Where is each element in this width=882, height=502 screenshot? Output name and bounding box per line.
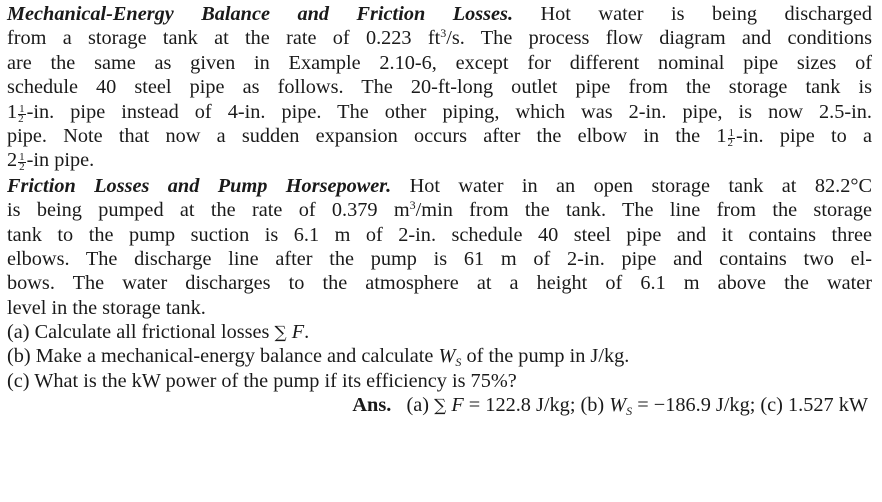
problem-2-line-4: elbows. The discharge line after the pump is 61 m of 2-in. pipe and contains two el- — [7, 247, 872, 270]
mixed-number-whole: 2 — [7, 149, 18, 172]
problem-1-line-7 — [7, 148, 872, 172]
question-a — [7, 320, 872, 344]
problem-1-text: /s. The process flow diagram and conditions — [446, 27, 873, 50]
summation-symbol: ∑ — [434, 396, 447, 417]
fraction-denominator: 2 — [19, 161, 25, 174]
problem-2-line-5: bows. The water discharges to the atmosphere at a height of 6.1 m above the water — [7, 272, 872, 295]
problem-1-line-6 — [7, 124, 872, 148]
problem-2-text: is being pumped at the rate of 0.379 m — [7, 199, 410, 222]
period: . — [304, 321, 310, 344]
superscript: 3 — [440, 26, 447, 41]
variable-f: F — [291, 321, 305, 344]
answer-line — [7, 393, 872, 417]
summation-symbol: ∑ — [274, 323, 287, 344]
question-b — [7, 344, 872, 368]
question-b-label: (b) — [7, 345, 31, 368]
answer-a-label: (a) — [406, 394, 430, 417]
answer-b-value: = −186.9 J/kg; — [637, 394, 756, 417]
problem-1-text: Hot water is being discharged — [540, 3, 872, 25]
variable-w: W — [609, 394, 627, 417]
question-c-text: What is the kW power of the pump if its efficiency is 75%? — [34, 369, 517, 392]
mixed-number-whole: 1 — [7, 100, 18, 123]
problem-2-line-1 — [7, 174, 872, 198]
superscript: 3 — [409, 198, 416, 213]
problem-1-text: from a storage tank at the rate of 0.223 ft — [7, 27, 441, 50]
fraction-half — [727, 126, 736, 149]
problem-2-text: /min from the tank. The line from the storage — [415, 199, 872, 222]
problem-1-title: Mechanical-Energy Balance and Friction Losses. — [7, 3, 514, 25]
problem-1-text: -in. pipe instead of 4-in. pipe. The other piping, which was 2-in. pipe, is now 2.5-in. — [26, 100, 872, 123]
question-b-text: Make a mechanical-energy balance and calculate — [35, 345, 434, 368]
problem-1-line-2 — [7, 26, 872, 50]
problem-1-line-1 — [7, 2, 872, 26]
problem-1-text: -in. pipe to a — [736, 124, 872, 147]
answer-a-value: = 122.8 J/kg; — [468, 394, 576, 417]
problem-1-text: -in pipe. — [26, 149, 95, 172]
fraction-numerator: 1 — [728, 126, 735, 139]
fraction-numerator: 1 — [19, 102, 25, 115]
problem-1-text: pipe. Note that now a sudden expansion occurs after the elbow in the 1 — [7, 124, 727, 147]
question-c-label: (c) — [7, 369, 30, 392]
fraction-denominator: 2 — [18, 112, 24, 125]
problem-2-line-6: level in the storage tank. — [7, 296, 206, 319]
question-a-text: Calculate all frictional losses — [34, 321, 270, 344]
question-c — [7, 369, 872, 393]
problem-2-text: Hot water in an open storage tank at 82.2°C — [409, 174, 872, 197]
problem-1-line-3: are the same as given in Example 2.10-6, except for different nominal pipe sizes of — [7, 51, 872, 74]
answer-b-label: (b) — [580, 394, 605, 417]
fraction-numerator: 1 — [19, 151, 25, 164]
answer-c: (c) 1.527 kW — [760, 394, 868, 417]
variable-f: F — [451, 394, 464, 417]
problem-2-title: Friction Losses and Pump Horsepower. — [7, 174, 392, 197]
question-a-label: (a) — [7, 321, 30, 344]
question-b-end: of the pump in J/kg. — [466, 345, 630, 368]
problem-1-line-4: schedule 40 steel pipe as follows. The 20-ft-long outlet pipe from the storage tank is — [7, 76, 872, 99]
variable-w: W — [438, 345, 456, 368]
question-list — [7, 320, 872, 418]
problem-1 — [7, 2, 872, 173]
fraction-half — [18, 102, 26, 125]
problem-2 — [7, 174, 872, 418]
fraction-denominator: 2 — [727, 136, 734, 149]
subscript-s: S — [455, 355, 462, 370]
fraction-half — [18, 153, 26, 172]
answer-label: Ans. — [352, 394, 392, 417]
problem-2-line-3: tank to the pump suction is 6.1 m of 2-in. schedule 40 steel pipe and it contains three — [7, 223, 872, 246]
subscript-s: S — [626, 404, 633, 419]
problem-2-line-2 — [7, 198, 872, 222]
problem-1-line-5 — [7, 100, 872, 124]
